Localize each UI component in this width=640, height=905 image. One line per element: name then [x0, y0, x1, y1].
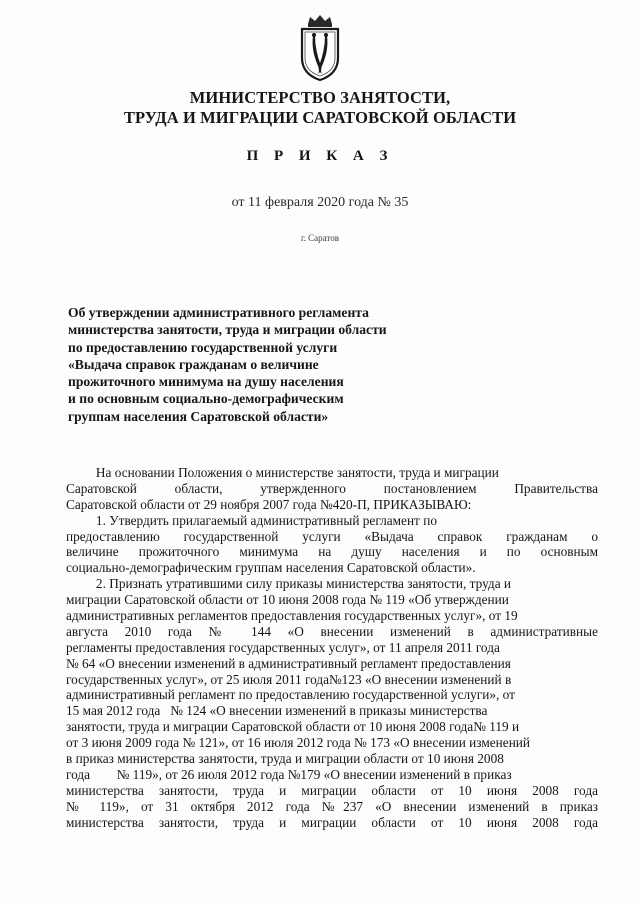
body-line: миграции Саратовской области от 10 июня 2008 года № 119 «Об утверждении [66, 592, 509, 608]
body-line: Саратовской области, утвержденного постановлением Правительства [66, 480, 598, 496]
body-line: административный регламент по предоставлению государственной услуги», от [66, 687, 515, 703]
body-line: от 3 июня 2009 года № 121», от 16 июля 2012 года № 173 «О внесении изменений [66, 735, 531, 751]
body-line: года № 119», от 26 июля 2012 года №179 «О внесении изменений в приказ [66, 766, 512, 782]
body-line: На основании Положения о министерстве занятости, труда и миграции [66, 465, 499, 480]
city-name: г. Саратов [301, 233, 339, 243]
body-line: предоставлению государственной услуги «Выдача справок гражданам о [66, 528, 598, 544]
saratov-coat-of-arms-icon [296, 14, 344, 82]
body-line: № 64 «О внесении изменений в административный регламент предоставления [66, 655, 511, 671]
subject-line: Об утверждении административного регламента [68, 305, 369, 320]
body-line: министерства занятости, труда и миграции области от 10 июня 2008 года [66, 814, 598, 830]
subject-line: группам населения Саратовской области» [68, 408, 329, 424]
document-type-title: П Р И К А З [246, 148, 394, 164]
body-line: 2. Признать утратившими силу приказы министерства занятости, труда и [66, 576, 512, 592]
body-line: августа 2010 года № 144 «О внесении изменений в административные [66, 623, 598, 639]
body-line: величине прожиточного минимума на душу населения и по основным [66, 544, 598, 560]
body-line: административных регламентов предоставления государственных услуг», от 19 [66, 608, 518, 624]
order-body-text [66, 465, 598, 830]
subject-line: министерства занятости, труда и миграции области [68, 322, 387, 338]
order-date-number: от 11 февраля 2020 года № 35 [231, 195, 409, 210]
subject-line: прожиточного минимума на душу населения [68, 374, 344, 390]
body-line: Саратовской области от 29 ноября 2007 года №420-П, ПРИКАЗЫВАЮ: [66, 496, 472, 512]
body-line: регламенты предоставления государственных услуг», от 11 апреля 2011 года [66, 639, 500, 655]
body-line: в приказ министерства занятости, труда и миграции области от 10 июня 2008 [66, 751, 504, 767]
subject-line: «Выдача справок гражданам о величине [68, 356, 319, 372]
ministry-name-line-1: МИНИСТЕРСТВО ЗАНЯТОСТИ, [189, 88, 451, 107]
body-line: социально-демографическим группам населения Саратовской области». [66, 560, 476, 576]
order-subject [68, 304, 448, 425]
body-line: министерства занятости, труда и миграции области от 10 июня 2008 года [66, 782, 598, 798]
subject-line: и по основным социально-демографическим [68, 391, 344, 407]
body-line: государственных услуг», от 25 июля 2011 года№123 «О внесении изменений в [66, 671, 512, 687]
body-line: занятости, труда и миграции Саратовской области от 10 июня 2008 года№ 119 и [66, 719, 520, 735]
ministry-name-line-2: ТРУДА И МИГРАЦИИ САРАТОВСКОЙ ОБЛАСТИ [123, 108, 517, 127]
subject-line: по предоставлению государственной услуги [68, 339, 338, 355]
body-line: 15 мая 2012 года № 124 «О внесении изменений в приказы министерства [66, 703, 488, 719]
body-line: 1. Утвердить прилагаемый административный регламент по [66, 512, 437, 528]
body-line: № 119», от 31 октября 2012 года №237 «О внесении изменений в приказ [66, 798, 598, 814]
